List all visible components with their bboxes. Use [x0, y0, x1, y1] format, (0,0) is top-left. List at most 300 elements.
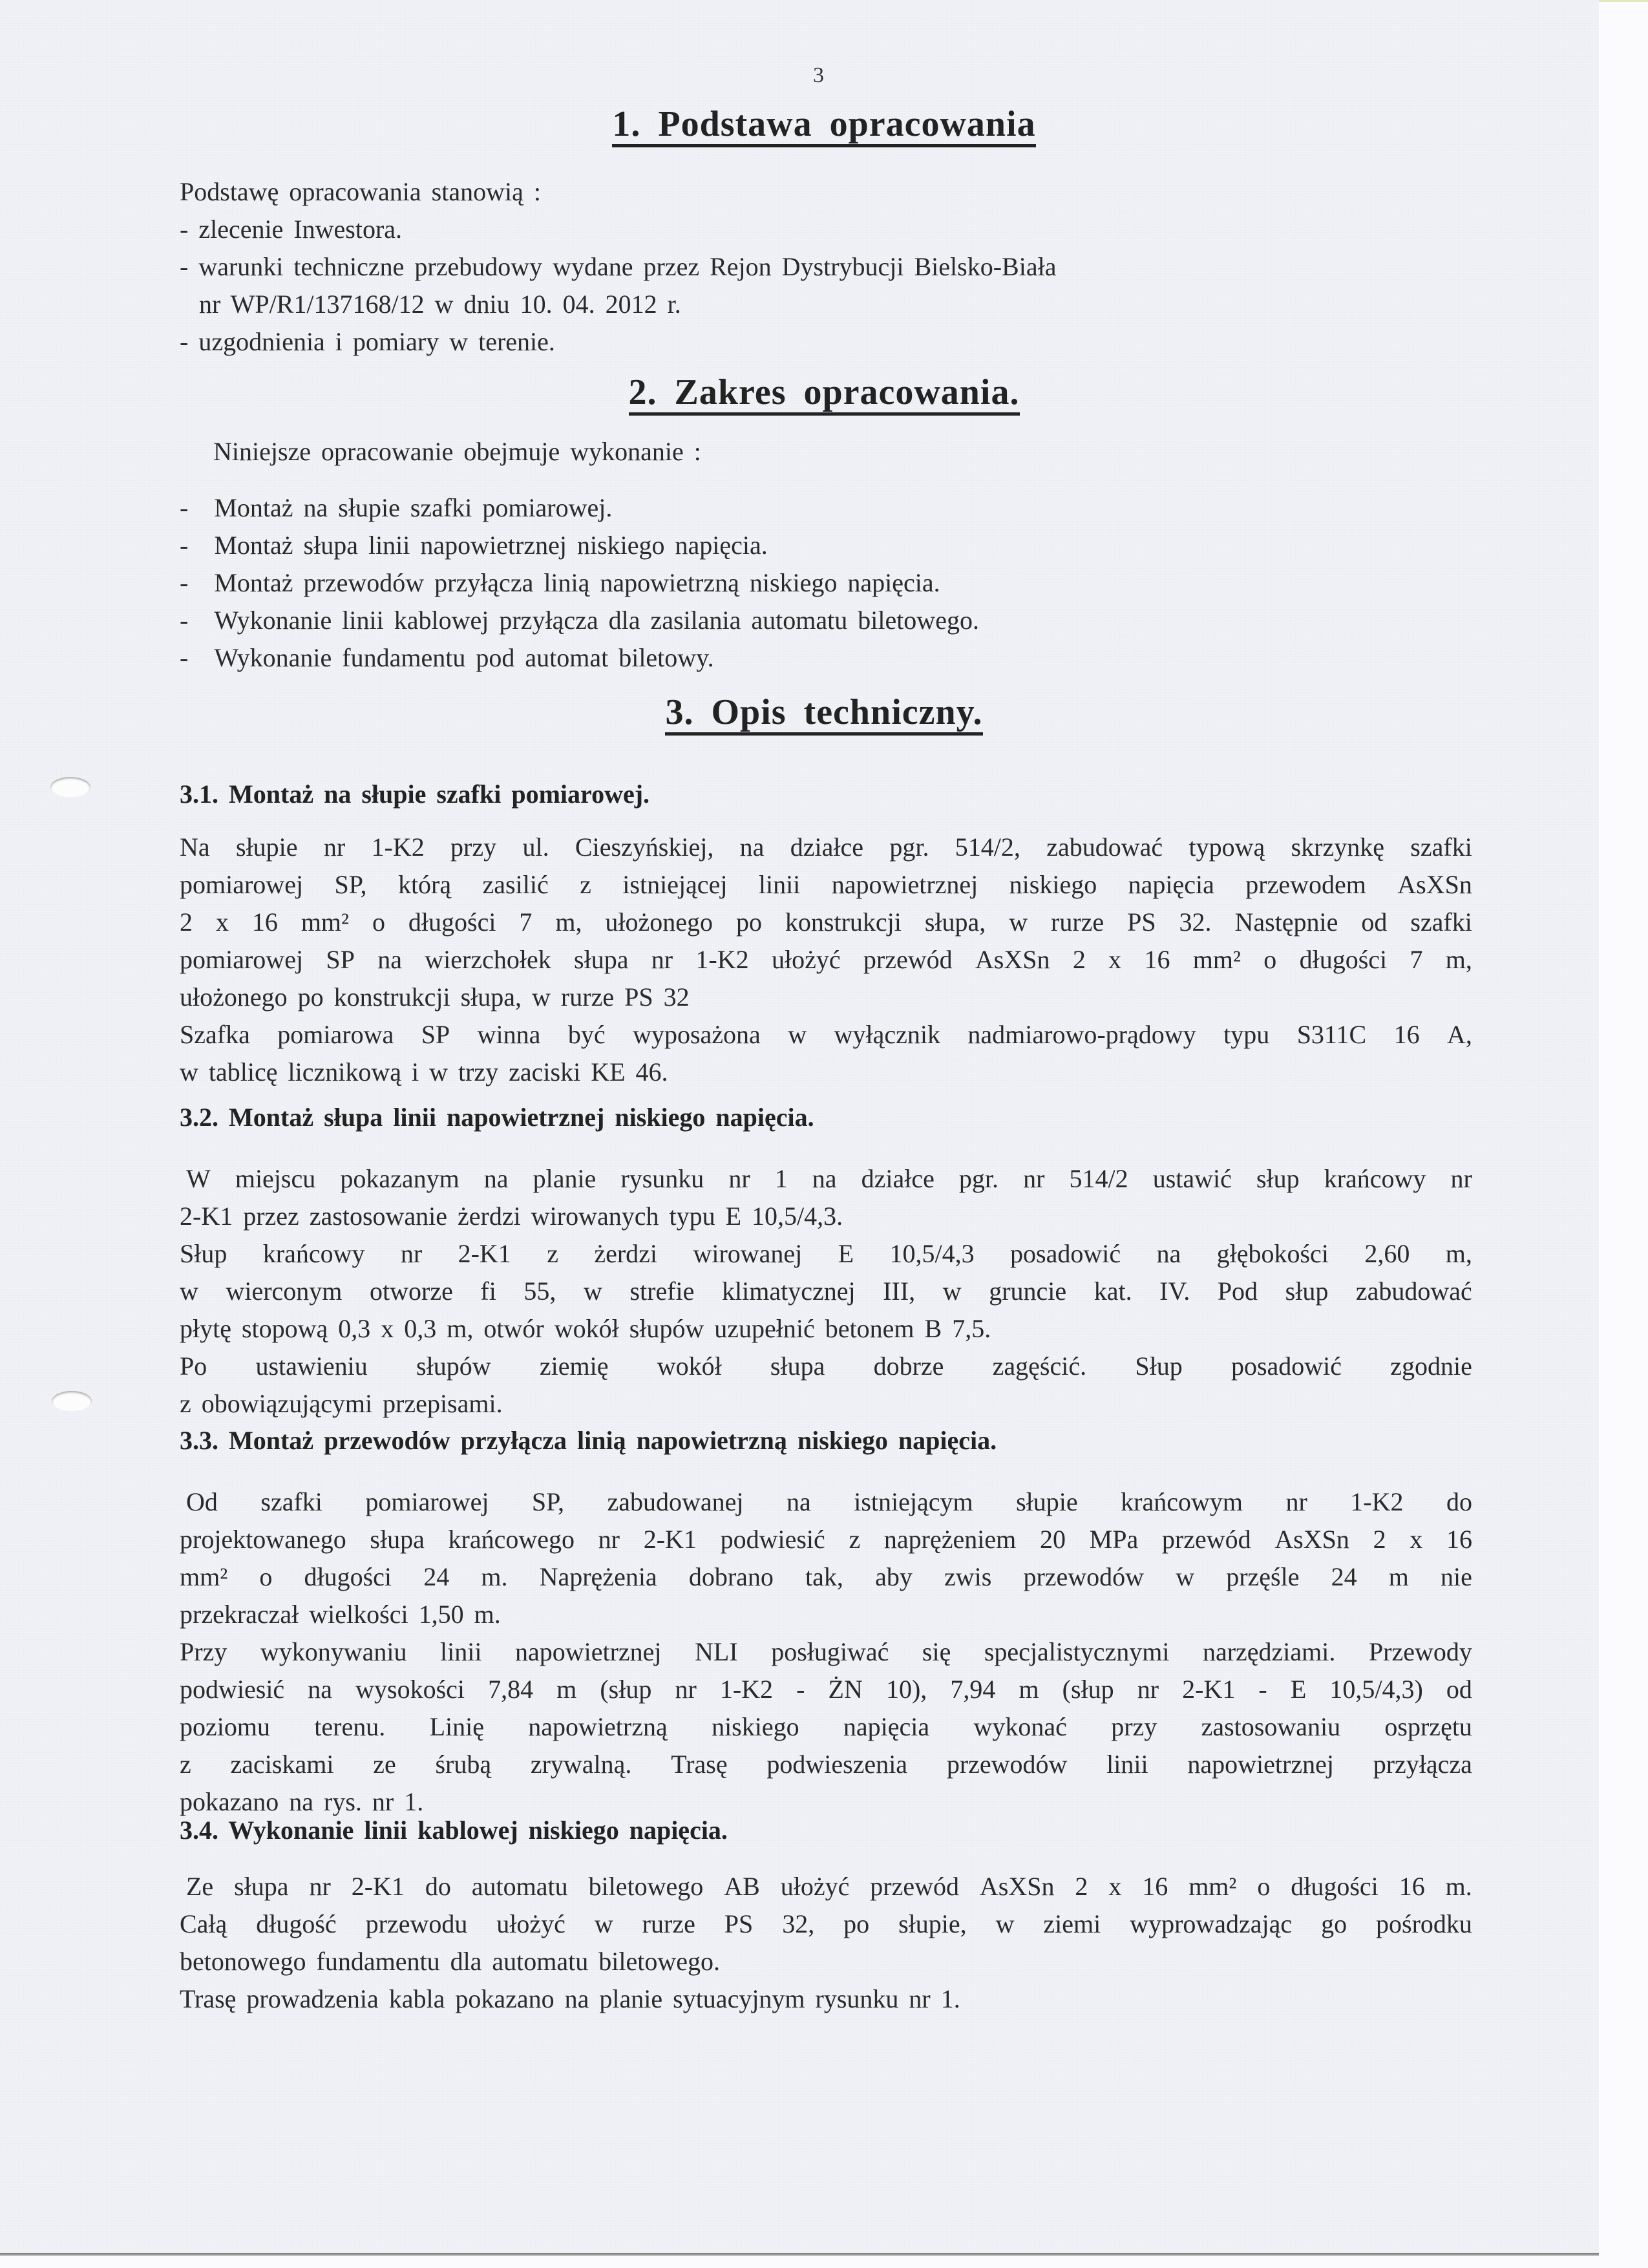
word: 2-K1 [1182, 1675, 1236, 1704]
word: zabudować [1046, 832, 1163, 862]
word: m, [1445, 945, 1472, 974]
word: m [556, 1675, 577, 1704]
word: Linię [429, 1712, 484, 1741]
word: Szafka [180, 1020, 250, 1049]
word: wierzchołek [425, 945, 551, 974]
word: słup [1285, 1277, 1329, 1306]
word: ułożonego [605, 907, 713, 937]
word: wyprowadzając [1130, 1909, 1293, 1938]
word: przewód [863, 945, 953, 974]
word: być [567, 1020, 606, 1049]
word: linii [1106, 1750, 1148, 1779]
word: poziomu [180, 1712, 270, 1741]
word: dobrano [688, 1562, 774, 1591]
paragraph-line [180, 866, 1472, 904]
word: do [1446, 1487, 1472, 1516]
list-item: - warunki techniczne przebudowy wydane przez Rejon Dystrybucji Bielsko-Biała [180, 252, 1057, 281]
word: słupa [370, 1525, 425, 1554]
word: w [584, 1277, 602, 1306]
word: przy [450, 832, 497, 862]
word: A, [1447, 1020, 1472, 1049]
word: zaciskami [230, 1750, 334, 1779]
word: krańcowy [1324, 1164, 1426, 1193]
word: przewodów [1023, 1562, 1145, 1591]
word: niskiego [712, 1712, 799, 1741]
paragraph-line [180, 1868, 1472, 1905]
word: słupa [234, 1872, 289, 1901]
word: linii [758, 870, 801, 899]
word: 10,5/4,3) [1329, 1675, 1423, 1704]
word: ziemię [539, 1351, 609, 1381]
word: 2,60 [1364, 1239, 1410, 1268]
word: słupa, [924, 907, 986, 937]
word: Po [180, 1351, 207, 1381]
paper-bottom-edge [0, 2253, 1599, 2256]
paragraph-line: ułożonego po konstrukcji słupa, w rurze PS 32 [180, 982, 690, 1012]
word: niskiego [1009, 870, 1097, 899]
word: 24 [423, 1562, 450, 1591]
word: winna [477, 1020, 541, 1049]
word: mm² [1192, 945, 1241, 974]
word: w [180, 1277, 198, 1306]
word: na [308, 1675, 333, 1704]
word: aby [875, 1562, 913, 1591]
word: S311C [1296, 1020, 1367, 1049]
word: Cieszyńskiej, [575, 832, 714, 862]
word: krańcowego [448, 1525, 575, 1554]
punch-hole [52, 1391, 92, 1412]
word: wysokości [355, 1675, 465, 1704]
paragraph-line [180, 1273, 1472, 1310]
word: w [1176, 1562, 1195, 1591]
paragraph-line [180, 829, 1472, 866]
paragraph-line [180, 1633, 1472, 1671]
word: 514/2 [1069, 1164, 1128, 1193]
word: napowietrznej [1187, 1750, 1334, 1779]
word: m. [481, 1562, 508, 1591]
paragraph-line: płytę stopową 0,3 x 0,3 m, otwór wokół słupów uzupełnić betonem B 7,5. [180, 1314, 991, 1343]
word: w [594, 1909, 613, 1938]
word: III, [883, 1277, 916, 1306]
word: projektowanego [180, 1525, 346, 1554]
word: pgr. [958, 1164, 999, 1193]
paragraph-line: w tablicę licznikową i w trzy zaciski KE 46. [180, 1057, 668, 1086]
word: 2 [1072, 945, 1086, 974]
word: długości [1291, 1872, 1379, 1901]
list-item-text: Montaż na słupie szafki pomiarowej. [214, 493, 613, 522]
word: 24 [1331, 1562, 1357, 1591]
word: (słup [600, 1675, 652, 1704]
word: planie [533, 1164, 597, 1193]
word: nr [1450, 1164, 1472, 1193]
word: podwiesić [180, 1675, 285, 1704]
word: 2-K1 [458, 1239, 511, 1268]
word: słupie, [898, 1909, 967, 1938]
word: podwieszenia [766, 1750, 908, 1779]
word: przewodem [1245, 870, 1366, 899]
word: 32, [782, 1909, 815, 1938]
word: gruncie [989, 1277, 1067, 1306]
word: terenu. [314, 1712, 386, 1741]
paragraph-line: pokazano na rys. nr 1. [180, 1787, 424, 1816]
word: 1-K2 [1350, 1487, 1404, 1516]
subsection-3-3-body [180, 1483, 1472, 1821]
word: 7 [1410, 945, 1423, 974]
word: o [1263, 945, 1277, 974]
word: od [1361, 907, 1388, 937]
word: przyłącza [1373, 1750, 1472, 1779]
word: nr [651, 945, 673, 974]
word: nadmiarowo-prądowy [967, 1020, 1196, 1049]
word: przewód [1161, 1525, 1251, 1554]
word: przewodu [365, 1909, 468, 1938]
word: dobrze [873, 1351, 944, 1381]
word: rurze [1051, 907, 1104, 937]
word: wierconym [226, 1277, 343, 1306]
word: NLI [695, 1637, 738, 1666]
word: napowietrzną [528, 1712, 668, 1741]
word: słup [1256, 1164, 1300, 1193]
word: 1-K2 [719, 1675, 774, 1704]
word: 2-K1 [643, 1525, 697, 1554]
word: Słup [1135, 1351, 1183, 1381]
word: pokazanym [340, 1164, 460, 1193]
word: m, [555, 907, 582, 937]
word: ŻN [828, 1675, 863, 1704]
word: głębokości [1216, 1239, 1329, 1268]
paragraph-line: betonowego fundamentu dla automatu biletowego. [180, 1947, 721, 1976]
section-1-heading-text: 1. Podstawa opracowania [612, 104, 1035, 147]
paragraph-line: przekraczał wielkości 1,50 m. [180, 1600, 501, 1629]
word: zabudować [1355, 1277, 1472, 1306]
paragraph-line [180, 904, 1472, 941]
word: długości [1299, 945, 1388, 974]
paragraph-line [180, 1483, 1472, 1521]
word: 20 [1039, 1525, 1066, 1554]
paragraph-line: z obowiązującymi przepisami. [180, 1389, 503, 1418]
word: ułożyć [780, 1872, 850, 1901]
word: na [786, 1487, 811, 1516]
word: Ze [186, 1872, 214, 1901]
word: słupów [416, 1351, 491, 1381]
list-item [180, 602, 979, 639]
word: wykonać [973, 1712, 1067, 1741]
word: zasilić [482, 870, 549, 899]
subsection-3-2-body [180, 1160, 1472, 1423]
paragraph-line [180, 1746, 1472, 1783]
word: 16 [1144, 945, 1170, 974]
word: napięcia [1128, 870, 1214, 899]
word: strefie [629, 1277, 695, 1306]
word: z [849, 1525, 861, 1554]
word: pośrodku [1376, 1909, 1472, 1938]
word: krańcowy [262, 1239, 365, 1268]
subsection-3-1-body [180, 829, 1472, 1091]
word: automatu [471, 1872, 568, 1901]
word: specjalistycznymi [984, 1637, 1170, 1666]
word: m. [1445, 1872, 1472, 1901]
word: 16 [1399, 1872, 1425, 1901]
paragraph-line [180, 1558, 1472, 1596]
list-item [180, 527, 979, 564]
word: wykonywaniu [260, 1637, 407, 1666]
word: Naprężenia [539, 1562, 657, 1591]
word: 7,94 [950, 1675, 996, 1704]
word: 514/2, [955, 832, 1020, 862]
word: 1-K2 [695, 945, 749, 974]
word: linii [440, 1637, 482, 1666]
word: 2 [1373, 1525, 1386, 1554]
page-number: 3 [813, 63, 824, 87]
word: 2-K1 [351, 1872, 405, 1901]
list-item [180, 639, 979, 677]
section-3-heading [0, 692, 1648, 733]
paragraph-line [180, 1671, 1472, 1708]
word: przy [1111, 1712, 1157, 1741]
word: ustawić [1152, 1164, 1232, 1193]
word: istniejącej [622, 870, 728, 899]
bullet: - [180, 568, 189, 597]
word: SP [326, 945, 355, 974]
word: pgr. [889, 832, 929, 862]
word: pomiarowa [277, 1020, 394, 1049]
word: Na [180, 832, 210, 862]
word: po [735, 907, 762, 937]
paragraph-line [180, 1708, 1472, 1746]
word: od [1446, 1675, 1472, 1704]
list-item-text: Montaż przewodów przyłącza linią napowietrzną niskiego napięcia. [214, 568, 940, 597]
word: nr [1023, 1164, 1045, 1193]
list-item-continuation: nr WP/R1/137168/12 w dniu 10. 04. 2012 r. [199, 290, 681, 319]
word: nr [400, 1239, 423, 1268]
section-2-intro: Niniejsze opracowanie obejmuje wykonanie : [213, 437, 701, 466]
word: pomiarowej [180, 945, 304, 974]
list-item-text: Montaż słupa linii napowietrznej niskiego napięcia. [214, 531, 768, 560]
word: MPa [1089, 1525, 1139, 1554]
word: ustawieniu [255, 1351, 368, 1381]
word: IV. [1159, 1277, 1190, 1306]
word: x [1108, 945, 1122, 974]
word: tak, [805, 1562, 843, 1591]
subsection-3-1-heading: 3.1. Montaż na słupie szafki pomiarowej. [180, 779, 650, 809]
word: z [180, 1750, 191, 1779]
word: nr [1137, 1675, 1159, 1704]
paragraph-line [180, 1521, 1472, 1558]
word: na [739, 832, 765, 862]
word: miejscu [235, 1164, 316, 1193]
word: śrubą [435, 1750, 492, 1779]
word: krańcowym [1121, 1487, 1243, 1516]
word: zrywalną. [530, 1750, 632, 1779]
word: AsXSn [1274, 1525, 1349, 1554]
paragraph-line [180, 1160, 1472, 1198]
word: 7 [519, 907, 533, 937]
word: nr [728, 1164, 750, 1193]
word: AsXSn [1397, 870, 1472, 899]
word: w [1009, 907, 1028, 937]
word: E [1290, 1675, 1307, 1704]
word: przęśle [1226, 1562, 1300, 1591]
word: słupie [1016, 1487, 1078, 1516]
word: SP, [334, 870, 367, 899]
word: 1-K2 [371, 832, 425, 862]
word: Całą [180, 1909, 227, 1938]
word: ze [373, 1750, 396, 1779]
word: 10), [885, 1675, 927, 1704]
word: mm² [301, 907, 350, 937]
word: o [1257, 1872, 1271, 1901]
word: z [580, 870, 591, 899]
list-item [180, 489, 979, 527]
word: ułożyć [496, 1909, 565, 1938]
word: x [1410, 1525, 1423, 1554]
subsection-3-3-heading: 3.3. Montaż przewodów przyłącza linią napowietrzną niskiego napięcia. [180, 1426, 997, 1455]
word: się [922, 1637, 951, 1666]
word: mm² [1188, 1872, 1237, 1901]
word: na [812, 1164, 837, 1193]
word: nr [598, 1525, 620, 1554]
word: zastosowaniu [1201, 1712, 1341, 1741]
paragraph-line: 2-K1 przez zastosowanie żerdzi wirowanych typu E 10,5/4,3. [180, 1202, 843, 1231]
scanner-edge [1599, 0, 1648, 2]
word: m, [1445, 1239, 1472, 1268]
word: osprzętu [1384, 1712, 1472, 1741]
word: W [186, 1164, 211, 1193]
word: AB [724, 1872, 760, 1901]
word: 55, [523, 1277, 556, 1306]
word: 16 [251, 907, 278, 937]
word: napięcia [843, 1712, 930, 1741]
word: o [372, 907, 385, 937]
word: rurze [642, 1909, 695, 1938]
word: - [1258, 1675, 1267, 1704]
word: na [377, 945, 402, 974]
word: 16 [1446, 1525, 1472, 1554]
paragraph-line [180, 941, 1472, 979]
word: typową [1188, 832, 1265, 862]
word: na [1156, 1239, 1181, 1268]
paragraph-line [180, 1235, 1472, 1273]
word: szafki [260, 1487, 322, 1516]
word: 16 [1142, 1872, 1168, 1901]
word: mm² [180, 1562, 228, 1591]
word: SP, [531, 1487, 564, 1516]
word: 10,5/4,3 [889, 1239, 975, 1268]
word: ziemi [1043, 1909, 1101, 1938]
word: go [1321, 1909, 1347, 1938]
word: w [995, 1909, 1015, 1938]
word: Pod [1217, 1277, 1258, 1306]
word: kat. [1093, 1277, 1132, 1306]
word: wyposażona [633, 1020, 761, 1049]
word: posługiwać [771, 1637, 889, 1666]
word: pomiarowej [180, 870, 304, 899]
list-item: - zlecenie Inwestora. [180, 215, 403, 244]
word: AsXSn [975, 945, 1050, 974]
word: AsXSn [979, 1872, 1055, 1901]
word: 7,84 [488, 1675, 534, 1704]
word: 2 [180, 907, 193, 937]
word: fi [480, 1277, 496, 1306]
word: pomiarowej [365, 1487, 489, 1516]
word: Trasę [671, 1750, 728, 1779]
word: nr [675, 1675, 697, 1704]
word: długości [408, 907, 496, 937]
word: zabudowanej [607, 1487, 744, 1516]
word: szafki [1410, 907, 1472, 937]
word: w [942, 1277, 962, 1306]
word: x [215, 907, 229, 937]
word: posadowić [1010, 1239, 1121, 1268]
word: z [547, 1239, 558, 1268]
punch-hole [50, 777, 90, 798]
paragraph-line: Trasę prowadzenia kabla pokazano na planie sytuacyjnym rysunku nr 1. [180, 1984, 960, 2013]
word: szafki [1410, 832, 1472, 862]
word: nr [1285, 1487, 1307, 1516]
word: o [259, 1562, 273, 1591]
word: biletowego [588, 1872, 704, 1901]
word: wokół [657, 1351, 722, 1381]
word: napowietrznej [514, 1637, 662, 1666]
section-2-list [180, 489, 979, 677]
word: 16 [1393, 1020, 1420, 1049]
bullet: - [180, 643, 189, 672]
word: 32. [1179, 907, 1212, 937]
word: w [788, 1020, 807, 1049]
word: posadowić [1231, 1351, 1342, 1381]
word: Słup [180, 1239, 227, 1268]
word: m [1388, 1562, 1409, 1591]
word: SP [421, 1020, 450, 1049]
list-item-text: Wykonanie linii kablowej przyłącza dla zasilania automatu biletowego. [214, 606, 979, 635]
word: naprężeniem [883, 1525, 1017, 1554]
word: klimatycznej [722, 1277, 856, 1306]
section-2-heading [0, 372, 1648, 413]
word: narzędziami. [1202, 1637, 1336, 1666]
word: nr [309, 1872, 331, 1901]
word: skrzynkę [1291, 832, 1384, 862]
list-item: - uzgodnienia i pomiary w terenie. [180, 327, 555, 356]
bullet: - [180, 493, 189, 522]
word: otworze [370, 1277, 453, 1306]
word: PS [724, 1909, 754, 1938]
word: Przewody [1368, 1637, 1472, 1666]
subsection-3-4-heading: 3.4. Wykonanie linii kablowej niskiego napięcia. [180, 1816, 728, 1845]
word: rysunku [620, 1164, 704, 1193]
word: zgodnie [1390, 1351, 1472, 1381]
word: zwis [944, 1562, 992, 1591]
section-1-body [180, 173, 1056, 361]
word: x [1108, 1872, 1122, 1901]
word: długości [304, 1562, 392, 1591]
word: Przy [180, 1637, 227, 1666]
word: żerdzi [594, 1239, 658, 1268]
word: którą [397, 870, 452, 899]
word: istniejącym [854, 1487, 973, 1516]
word: słupa [770, 1351, 825, 1381]
word: 2 [1075, 1872, 1088, 1901]
word: na [483, 1164, 509, 1193]
word: m [1019, 1675, 1039, 1704]
word: nr [323, 832, 346, 862]
word: przewodów [946, 1750, 1068, 1779]
word: (słup [1062, 1675, 1114, 1704]
paragraph-line [180, 1905, 1472, 1943]
word: wyłącznik [834, 1020, 940, 1049]
word: przewód [870, 1872, 959, 1901]
subsection-3-2-heading: 3.2. Montaż słupa linii napowietrznej niskiego napięcia. [180, 1103, 814, 1132]
section-1-heading [0, 103, 1648, 145]
